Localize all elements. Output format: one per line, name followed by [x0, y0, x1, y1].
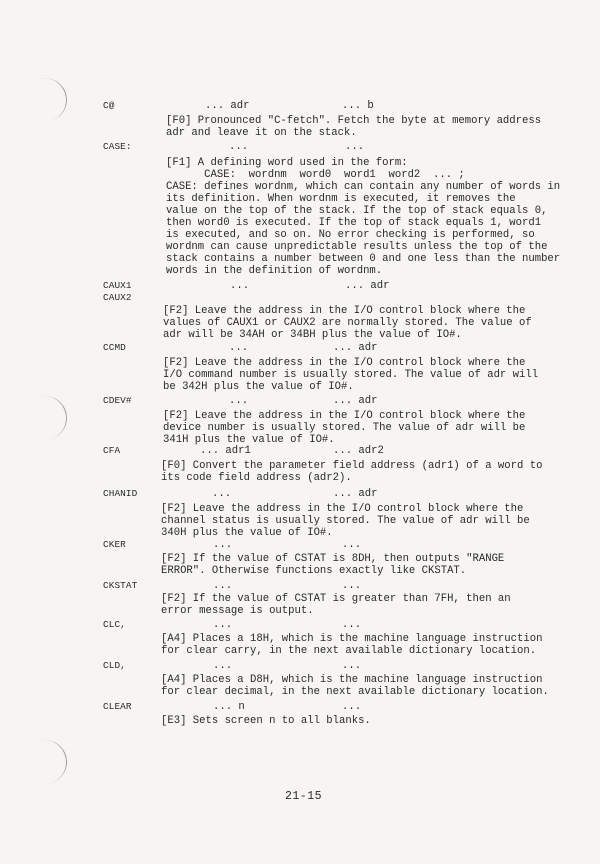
entry-description-line: [F1] A defining word used in the form: — [166, 157, 408, 169]
entry-description-line: be 342H plus the value of IO#. — [163, 381, 354, 393]
entry-description-line: CASE: defines wordnm, which can contain any number of words in — [166, 181, 561, 193]
entry-term: CFA — [103, 445, 121, 456]
entry-term: CLC, — [103, 619, 126, 630]
stack-before: ... — [213, 580, 233, 592]
entry-description-line: [A4] Places a 18H, which is the machine language instruction — [161, 633, 543, 645]
stack-after: ... adr — [345, 280, 390, 292]
entry-description-line: [E3] Sets screen n to all blanks. — [161, 715, 371, 727]
stack-after: ... adr — [333, 488, 378, 500]
entry-description-line: [F2] Leave the address in the I/O control block where the — [163, 305, 526, 317]
stack-before: ... — [213, 660, 233, 672]
binder-hole-mark — [19, 736, 71, 787]
entry-description-line: 340H plus the value of IO#. — [161, 527, 333, 539]
stack-after: ... — [342, 701, 362, 713]
entry-term: C@ — [103, 100, 115, 111]
entry-term: CDEV# — [103, 395, 132, 406]
entry-description-line: device number is usually stored. The value of adr will be — [163, 422, 526, 434]
entry-description-line: words in the definition of wordnm. — [166, 265, 383, 277]
binder-hole-mark — [19, 392, 71, 443]
entry-description-line: adr will be 34AH or 34BH plus the value of IO#. — [163, 329, 462, 341]
entry-description-line: values of CAUX1 or CAUX2 are normally stored. The value of — [163, 317, 532, 329]
entry-description-line: value on the top of the stack. If the top of stack equals 0, — [166, 205, 548, 217]
stack-before: ... adr — [205, 100, 250, 112]
entry-description-line: [F2] If the value of CSTAT is 8DH, then outputs "RANGE — [161, 553, 505, 565]
entry-term: CAUX2 — [103, 292, 132, 303]
stack-before: ... — [229, 395, 249, 407]
entry-description-line: channel status is usually stored. The value of adr will be — [161, 515, 530, 527]
entry-term: CKSTAT — [103, 580, 138, 591]
stack-before: ... — [212, 488, 232, 500]
stack-after: ... — [342, 539, 362, 551]
stack-before: ... — [230, 280, 250, 292]
entry-description-line: adr and leave it on the stack. — [166, 127, 357, 139]
entry-description-line: [F2] If the value of CSTAT is greater than 7FH, then an — [161, 593, 511, 605]
entry-description-line: its code field address (adr2). — [161, 472, 352, 484]
stack-before: ... n — [213, 701, 245, 713]
stack-before: ... — [229, 342, 249, 354]
page-number: 21-15 — [285, 790, 323, 803]
entry-description-line: its definition. When wordnm is executed, it removes the — [166, 193, 516, 205]
binder-hole-mark — [19, 74, 71, 125]
stack-after: ... — [342, 580, 362, 592]
entry-description-line: wordnm can cause unpredictable results unless the top of the — [166, 241, 548, 253]
stack-before: ... — [213, 539, 233, 551]
entry-description-line: CASE: wordnm word0 word1 word2 ... ; — [166, 169, 465, 181]
entry-description-line: [F0] Pronounced "C-fetch". Fetch the byte at memory address — [166, 115, 542, 127]
entry-description-line: is executed, and so on. No error checking is performed, so — [166, 229, 535, 241]
entry-term: CASE: — [103, 141, 132, 152]
entry-description-line: [A4] Places a D8H, which is the machine language instruction — [161, 674, 543, 686]
entry-description-line: error message is output. — [161, 605, 314, 617]
stack-after: ... b — [342, 100, 374, 112]
stack-after: ... adr — [333, 342, 378, 354]
stack-after: ... adr — [333, 395, 378, 407]
entry-description-line: for clear decimal, in the next available dictionary location. — [161, 686, 549, 698]
entry-term: CCMD — [103, 342, 126, 353]
stack-before: ... — [213, 619, 233, 631]
entry-description-line: 341H plus the value of IO#. — [163, 434, 335, 446]
entry-description-line: then word0 is executed. If the top of stack equals 1, word1 — [166, 217, 542, 229]
entry-description-line: ERROR". Otherwise functions exactly like CKSTAT. — [161, 565, 467, 577]
entry-description-line: for clear carry, in the next available dictionary location. — [161, 645, 537, 657]
stack-before: ... adr1 — [200, 445, 251, 457]
entry-term: CLD, — [103, 660, 126, 671]
stack-before: ... — [229, 141, 249, 153]
entry-description-line: [F2] Leave the address in the I/O control block where the — [161, 503, 524, 515]
entry-term: CLEAR — [103, 701, 132, 712]
stack-after: ... adr2 — [333, 445, 384, 457]
entry-description-line: [F0] Convert the parameter field address (adr1) of a word to — [161, 460, 543, 472]
entry-term: CHANID — [103, 488, 138, 499]
entry-term: CKER — [103, 539, 126, 550]
entry-description-line: [F2] Leave the address in the I/O control block where the — [163, 410, 526, 422]
stack-after: ... — [342, 660, 362, 672]
stack-after: ... — [342, 619, 362, 631]
entry-term: CAUX1 — [103, 280, 132, 291]
entry-description-line: I/O command number is usually stored. The value of adr will — [163, 369, 539, 381]
stack-after: ... — [345, 141, 365, 153]
entry-description-line: [F2] Leave the address in the I/O control block where the — [163, 357, 526, 369]
entry-description-line: stack contains a number between 0 and one less than the number — [166, 253, 561, 265]
